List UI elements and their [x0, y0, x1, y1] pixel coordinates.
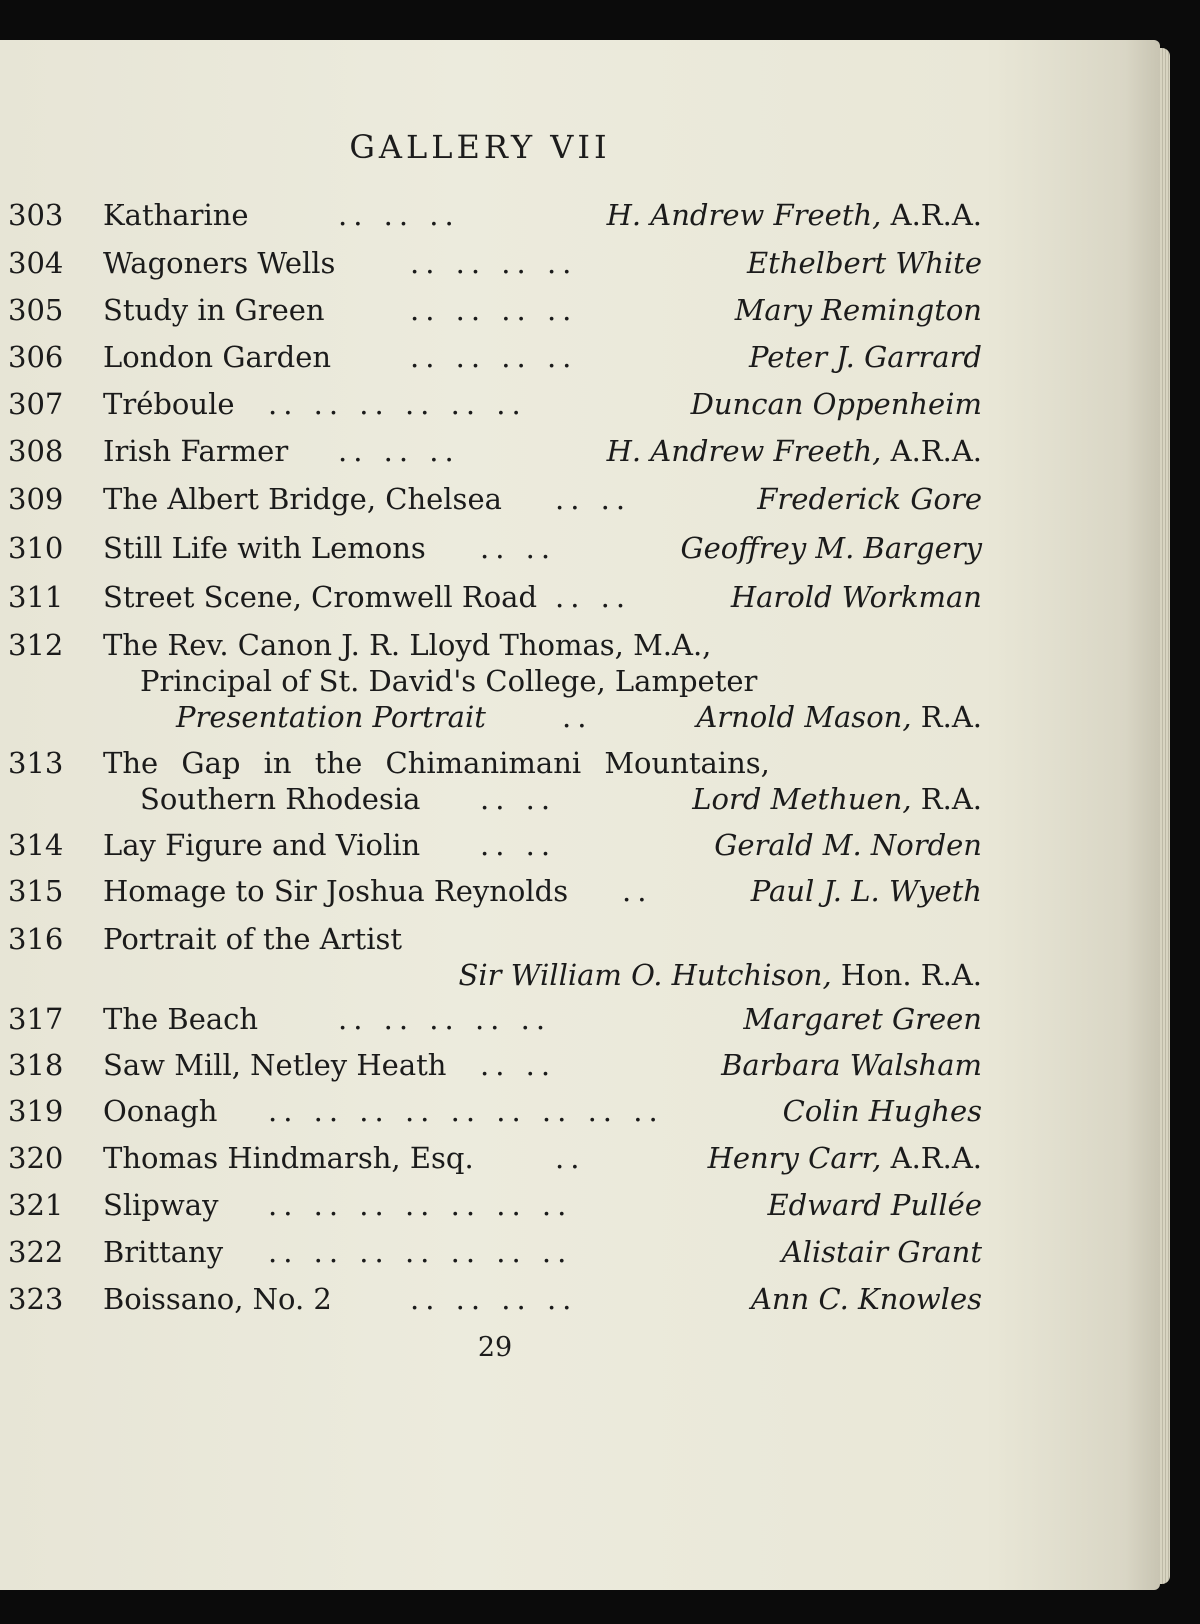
artist-name: Geoffrey M. Bargery: [680, 531, 982, 565]
leader-dots: .. .. ..: [338, 434, 460, 468]
leader-dots: .. .. .. ..: [410, 293, 578, 327]
artist-name: Mary Remington: [734, 293, 982, 327]
artwork-title-line-2: Principal of St. David's College, Lampeter: [140, 664, 758, 698]
catalogue-number: 308: [8, 434, 64, 468]
artist-name: Lord Methuen, R.A.: [692, 782, 982, 816]
catalogue-number: 315: [8, 874, 64, 908]
artwork-title: Oonagh: [103, 1094, 218, 1128]
artwork-title: Wagoners Wells: [103, 246, 336, 280]
artwork-title-line-1: The Rev. Canon J. R. Lloyd Thomas, M.A.,: [103, 628, 712, 662]
artist-name: Colin Hughes: [782, 1094, 982, 1128]
catalogue-number: 322: [8, 1235, 64, 1269]
catalogue-number: 303: [8, 198, 64, 232]
artwork-title: Irish Farmer: [103, 434, 289, 468]
leader-dots: .. .. .. .. .. .. ..: [268, 1188, 573, 1222]
page-title: GALLERY VII: [349, 128, 611, 166]
artist-name: Henry Carr, A.R.A.: [707, 1141, 982, 1175]
leader-dots: .. .. .. .. .. ..: [268, 387, 527, 421]
catalogue-number: 306: [8, 340, 64, 374]
leader-dots: .. ..: [555, 482, 632, 516]
catalogue-number: 316: [8, 922, 64, 956]
leader-dots: .. .. .. .. .. .. .. .. ..: [268, 1094, 664, 1128]
catalogue-number: 309: [8, 482, 64, 516]
artwork-title: Study in Green: [103, 293, 325, 327]
leader-dots: .. ..: [555, 580, 632, 614]
catalogue-number: 320: [8, 1141, 64, 1175]
artist-name: Gerald M. Norden: [714, 828, 982, 862]
leader-dots: .. ..: [480, 1048, 557, 1082]
artwork-title: Street Scene, Cromwell Road: [103, 580, 538, 614]
leader-dots: .. .. ..: [338, 198, 460, 232]
artwork-title: Katharine: [103, 198, 249, 232]
artwork-title: Homage to Sir Joshua Reynolds: [103, 874, 569, 908]
catalogue-number: 305: [8, 293, 64, 327]
catalogue-number: 307: [8, 387, 64, 421]
leader-dots: ..: [562, 700, 593, 734]
artwork-title: The Beach: [103, 1002, 259, 1036]
leader-dots: ..: [555, 1141, 586, 1175]
artist-name: Margaret Green: [743, 1002, 982, 1036]
catalogue-number: 317: [8, 1002, 64, 1036]
artwork-title-line-1: The Gap in the Chimanimani Mountains,: [103, 746, 770, 780]
artist-name: Arnold Mason, R.A.: [696, 700, 982, 734]
artwork-title: Brittany: [103, 1235, 224, 1269]
artist-name: Ann C. Knowles: [750, 1282, 982, 1316]
artwork-title: Saw Mill, Netley Heath: [103, 1048, 447, 1082]
leader-dots: .. ..: [480, 782, 557, 816]
artwork-title: Tréboule: [103, 387, 235, 421]
catalogue-number: 321: [8, 1188, 64, 1222]
catalogue-number: 310: [8, 531, 64, 565]
catalogue-number: 304: [8, 246, 64, 280]
page-number: 29: [477, 1332, 513, 1363]
catalogue-number: 311: [8, 580, 64, 614]
artist-name: H. Andrew Freeth, A.R.A.: [606, 434, 982, 468]
leader-dots: .. ..: [480, 531, 557, 565]
artwork-title: Portrait of the Artist: [103, 922, 403, 956]
leader-dots: .. .. .. ..: [410, 340, 578, 374]
artwork-subtitle: Presentation Portrait: [176, 700, 486, 734]
artwork-title: Thomas Hindmarsh, Esq.: [103, 1141, 474, 1175]
artist-name: Frederick Gore: [757, 482, 982, 516]
leader-dots: .. .. .. ..: [410, 1282, 578, 1316]
artist-name: H. Andrew Freeth, A.R.A.: [606, 198, 982, 232]
artist-name: Sir William O. Hutchison, Hon. R.A.: [458, 958, 982, 992]
artwork-title: Lay Figure and Violin: [103, 828, 421, 862]
catalogue-number: 312: [8, 628, 64, 662]
leader-dots: .. ..: [480, 828, 557, 862]
leader-dots: .. .. .. ..: [410, 246, 578, 280]
artist-name: Barbara Walsham: [721, 1048, 982, 1082]
catalogue-number: 323: [8, 1282, 64, 1316]
leader-dots: .. .. .. .. ..: [338, 1002, 552, 1036]
artwork-title: Slipway: [103, 1188, 219, 1222]
leader-dots: .. .. .. .. .. .. ..: [268, 1235, 573, 1269]
artwork-title: Boissano, No. 2: [103, 1282, 332, 1316]
artist-name: Edward Pullée: [767, 1188, 982, 1222]
artwork-title: Still Life with Lemons: [103, 531, 426, 565]
catalogue-number: 319: [8, 1094, 64, 1128]
catalogue-number: 314: [8, 828, 64, 862]
artist-name: Ethelbert White: [747, 246, 982, 280]
catalogue-number: 313: [8, 746, 64, 780]
artist-name: Harold Workman: [730, 580, 982, 614]
artwork-title: The Albert Bridge, Chelsea: [103, 482, 502, 516]
artwork-title-line-2: Southern Rhodesia: [140, 782, 421, 816]
leader-dots: ..: [622, 874, 653, 908]
artist-name: Paul J. L. Wyeth: [750, 874, 982, 908]
artist-name: Alistair Grant: [781, 1235, 982, 1269]
artwork-title: London Garden: [103, 340, 332, 374]
catalogue-number: 318: [8, 1048, 64, 1082]
artist-name: Peter J. Garrard: [749, 340, 982, 374]
artist-name: Duncan Oppenheim: [690, 387, 982, 421]
